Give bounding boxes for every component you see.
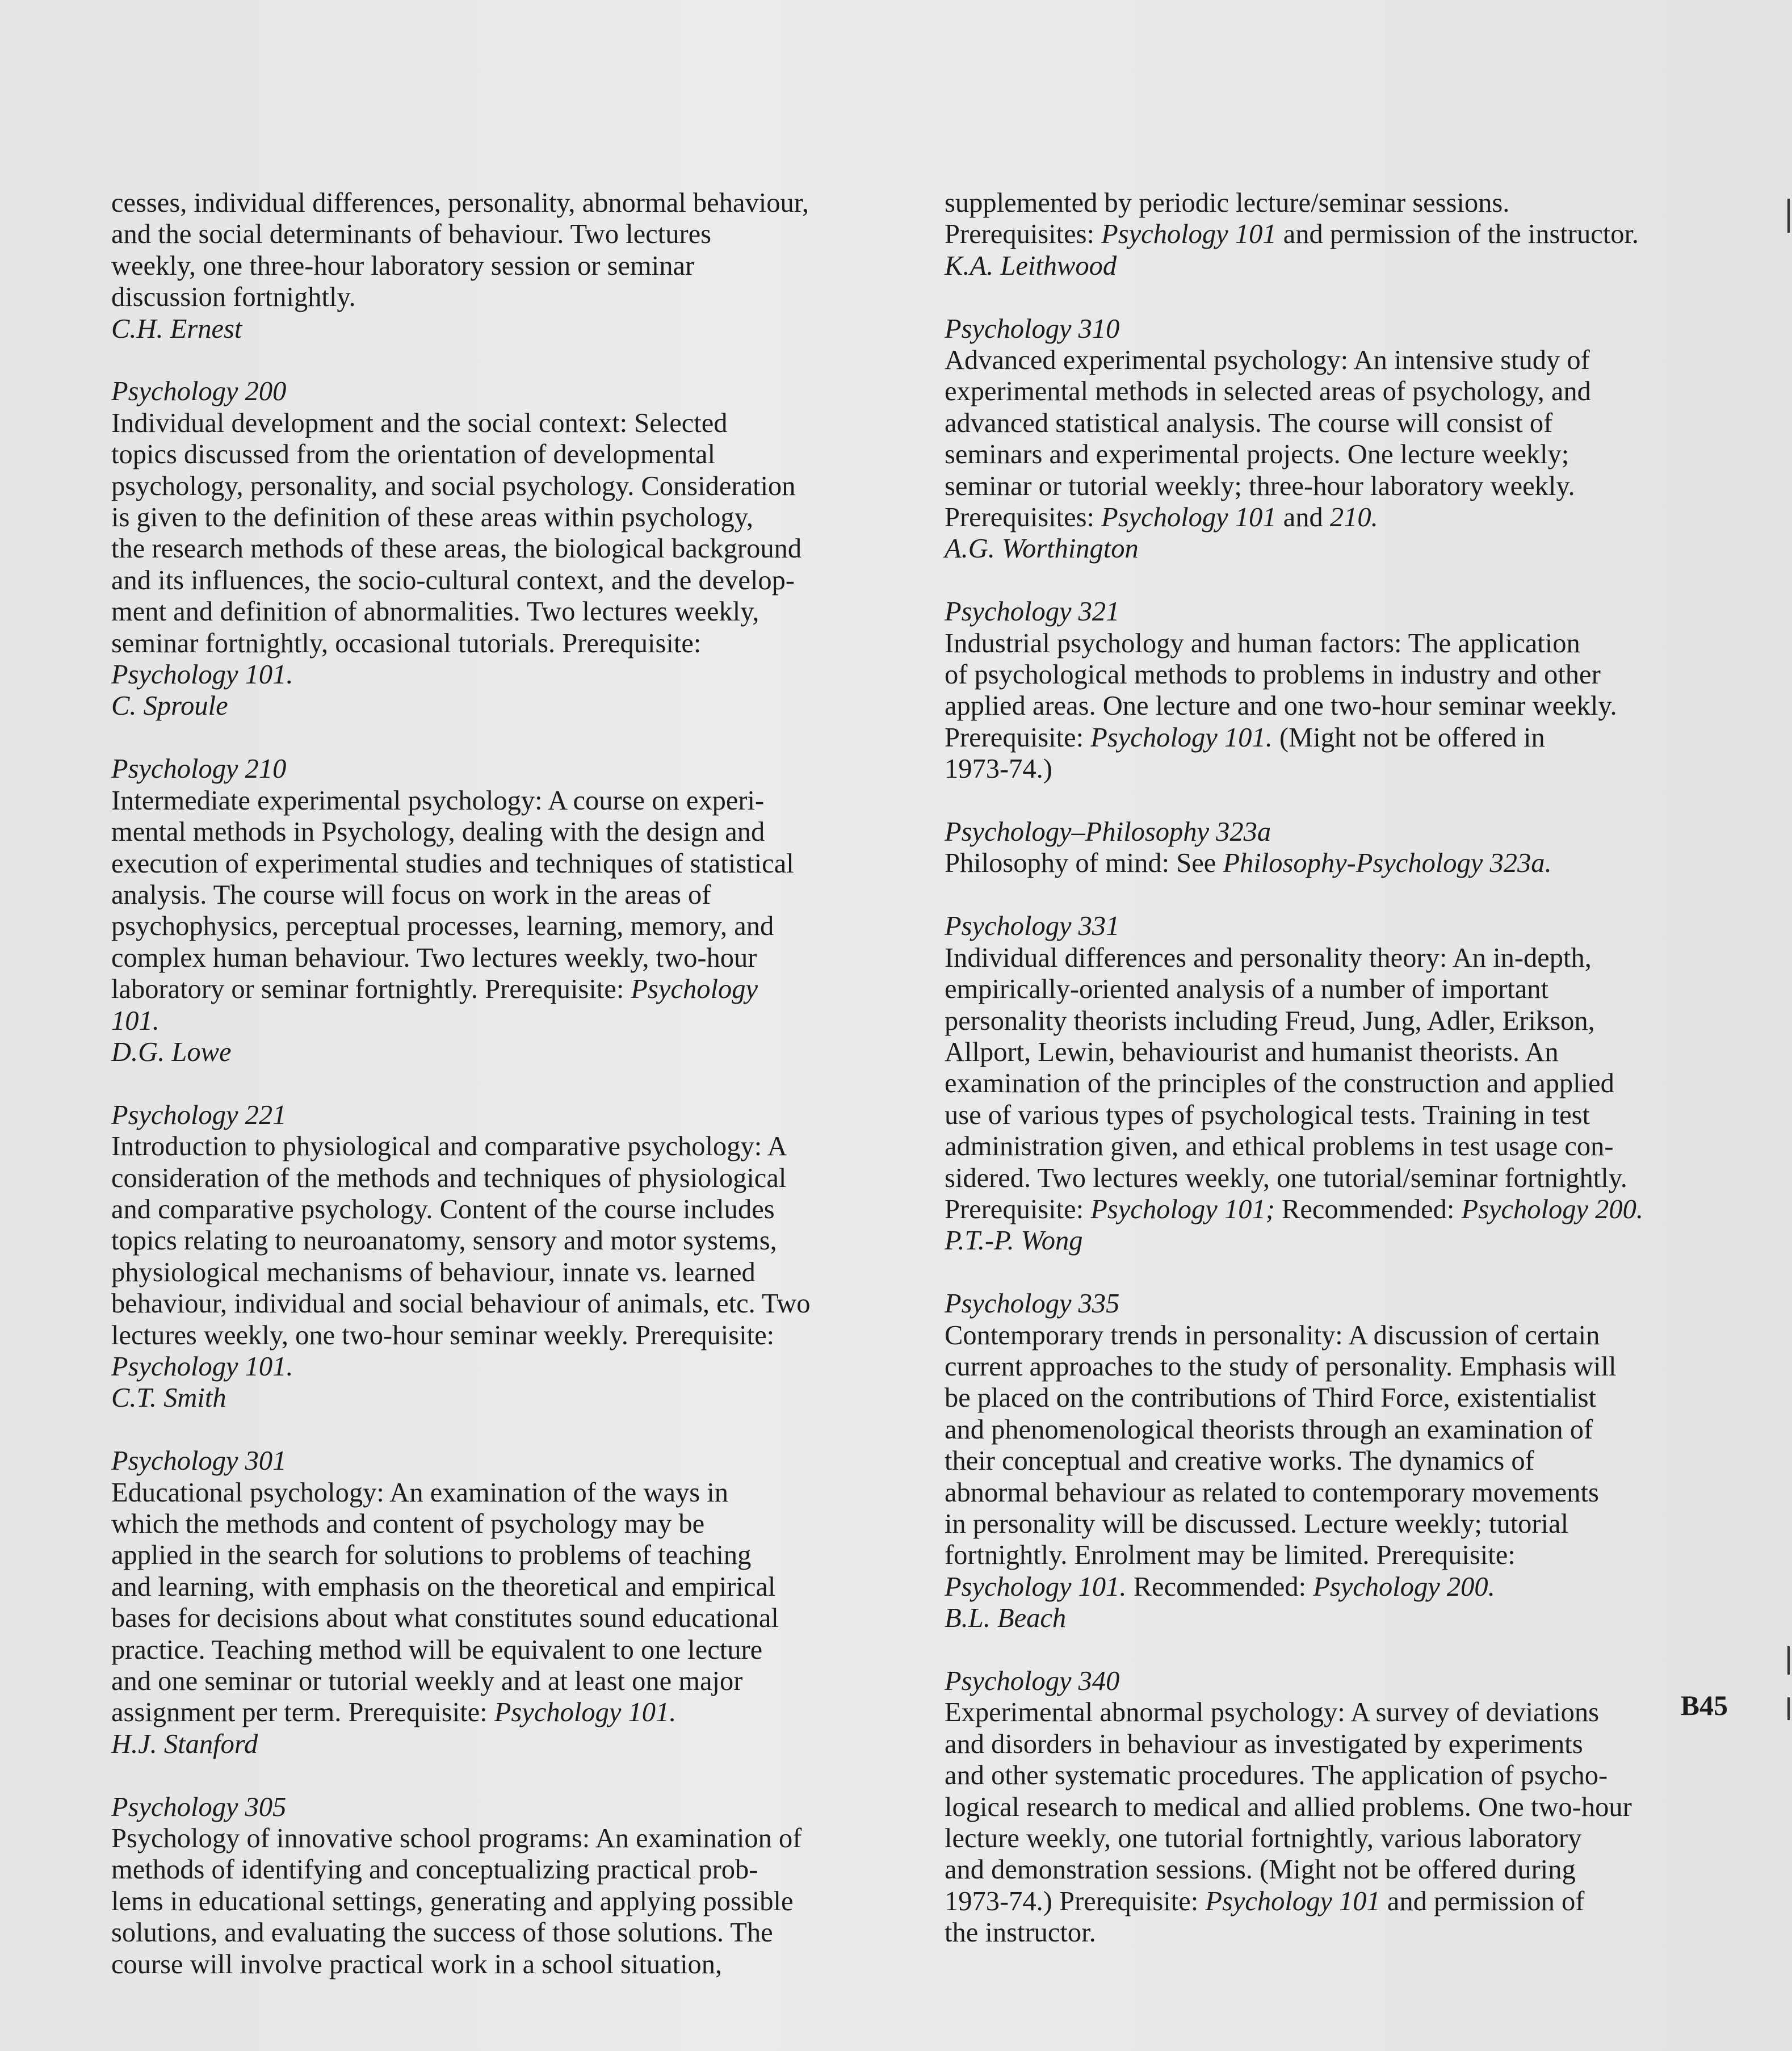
text-span: sidered. Two lectures weekly, one tutorial/seminar fortnightly. bbox=[945, 1163, 1627, 1193]
italic-span: Psychology 101. bbox=[1090, 722, 1273, 753]
paragraph-gap bbox=[945, 1257, 1751, 1288]
text-span: Contemporary trends in personality: A discussion of certain bbox=[945, 1320, 1600, 1350]
text-line bbox=[945, 848, 1751, 879]
text-line bbox=[945, 690, 1751, 722]
text-span: supplemented by periodic lecture/seminar sessions. bbox=[945, 188, 1510, 218]
text-span: topics relating to neuroanatomy, sensory and motor systems, bbox=[111, 1226, 777, 1256]
text-span: H.J. Stanford bbox=[111, 1729, 258, 1759]
text-span: Educational psychology: An examination of the ways in bbox=[111, 1477, 728, 1508]
text-span: cesses, individual differences, personality, abnormal behaviour, bbox=[111, 188, 809, 218]
text-line bbox=[945, 1697, 1751, 1728]
text-line bbox=[945, 1917, 1751, 1948]
italic-span: Psychology 101. bbox=[494, 1697, 677, 1728]
text-line bbox=[111, 1257, 906, 1288]
italic-line bbox=[111, 376, 906, 407]
text-span: is given to the definition of these areas within psychology, bbox=[111, 502, 753, 533]
text-span: psychology, personality, and social psychology. Consideration bbox=[111, 471, 796, 501]
text-span: C. Sproule bbox=[111, 691, 228, 722]
text-span: D.G. Lowe bbox=[111, 1037, 232, 1067]
text-line bbox=[111, 1949, 906, 1980]
italic-span: Psychology 200. bbox=[1313, 1571, 1495, 1602]
text-span: seminars and experimental projects. One lecture weekly; bbox=[945, 439, 1569, 470]
text-span: P.T.-P. Wong bbox=[945, 1226, 1083, 1256]
italic-line bbox=[945, 911, 1751, 942]
paragraph-gap bbox=[111, 345, 906, 376]
text-span: topics discussed from the orientation of developmental bbox=[111, 439, 716, 470]
text-span: and demonstration sessions. (Might not be offered during bbox=[945, 1855, 1576, 1885]
paragraph-gap bbox=[945, 565, 1751, 596]
text-span: ment and definition of abnormalities. Two lectures weekly, bbox=[111, 597, 759, 627]
text-span: C.T. Smith bbox=[111, 1383, 226, 1414]
text-span: Psychology–Philosophy 323a bbox=[945, 817, 1271, 848]
text-line bbox=[945, 1760, 1751, 1791]
edge-mark bbox=[1787, 1697, 1790, 1720]
italic-line bbox=[111, 659, 906, 690]
italic-span: Psychology 101; bbox=[1090, 1194, 1275, 1224]
text-line bbox=[945, 1508, 1751, 1540]
text-line bbox=[111, 879, 906, 911]
text-span: fortnightly. Enrolment may be limited. Prerequisite: bbox=[945, 1540, 1516, 1571]
text-span: Psychology 305 bbox=[111, 1792, 287, 1822]
italic-line bbox=[945, 1225, 1751, 1256]
text-line bbox=[111, 1194, 906, 1225]
left-column bbox=[111, 187, 906, 1980]
text-span: Allport, Lewin, behaviourist and humanist theorists. An bbox=[945, 1037, 1559, 1067]
text-span: Individual differences and personality theory: An in-depth, bbox=[945, 942, 1592, 973]
text-line bbox=[945, 1729, 1751, 1760]
italic-span: Psychology bbox=[631, 974, 758, 1005]
paragraph-gap bbox=[945, 879, 1751, 911]
text-line bbox=[945, 471, 1751, 502]
text-line bbox=[945, 1005, 1751, 1037]
text-line bbox=[945, 1068, 1751, 1099]
text-span: Prerequisite: bbox=[945, 1194, 1091, 1224]
text-span: Intermediate experimental psychology: A course on experi- bbox=[111, 785, 765, 816]
italic-span: 210. bbox=[1329, 502, 1378, 533]
page-number: B45 bbox=[1680, 1689, 1728, 1721]
text-span: complex human behaviour. Two lectures weekly, two-hour bbox=[111, 942, 757, 973]
italic-line bbox=[111, 1792, 906, 1823]
text-line bbox=[945, 408, 1751, 439]
text-span: the research methods of these areas, the biological background bbox=[111, 534, 802, 564]
edge-mark bbox=[1787, 199, 1790, 233]
text-span: discussion fortnightly. bbox=[111, 282, 356, 313]
text-span: lems in educational settings, generating and applying possible bbox=[111, 1886, 794, 1916]
text-span: and phenomenological theorists through an examination of bbox=[945, 1414, 1593, 1445]
text-span: execution of experimental studies and techniques of statistical bbox=[111, 848, 794, 879]
text-span: course will involve practical work in a school situation, bbox=[111, 1949, 723, 1979]
text-span: applied in the search for solutions to problems of teaching bbox=[111, 1540, 752, 1571]
text-line bbox=[111, 1320, 906, 1351]
text-line bbox=[945, 753, 1751, 785]
text-span: weekly, one three-hour laboratory session or seminar bbox=[111, 250, 695, 281]
text-span: Philosophy of mind: See bbox=[945, 848, 1223, 879]
text-span: seminar or tutorial weekly; three-hour laboratory weekly. bbox=[945, 471, 1575, 501]
italic-span: Psychology 200. bbox=[1461, 1194, 1644, 1224]
text-span: Experimental abnormal psychology: A survey of deviations bbox=[945, 1697, 1599, 1728]
text-line bbox=[111, 628, 906, 659]
text-line bbox=[111, 533, 906, 564]
text-line bbox=[111, 439, 906, 470]
italic-line bbox=[111, 313, 906, 345]
text-line bbox=[945, 1445, 1751, 1477]
text-line bbox=[111, 1131, 906, 1162]
text-span: in personality will be discussed. Lecture weekly; tutorial bbox=[945, 1508, 1569, 1539]
text-line bbox=[111, 1540, 906, 1571]
text-line bbox=[945, 376, 1751, 407]
text-line bbox=[945, 219, 1751, 250]
paragraph-gap bbox=[111, 1760, 906, 1791]
text-span: Psychology 221 bbox=[111, 1100, 287, 1130]
italic-line bbox=[111, 1729, 906, 1760]
text-span: consideration of the methods and techniques of physiological bbox=[111, 1163, 787, 1193]
text-span: and one seminar or tutorial weekly and at least one major bbox=[111, 1666, 743, 1697]
text-span: analysis. The course will focus on work in the areas of bbox=[111, 879, 711, 910]
text-line bbox=[945, 722, 1751, 753]
text-line bbox=[945, 502, 1751, 533]
text-line bbox=[945, 1194, 1751, 1225]
text-span: Psychology 101. bbox=[111, 660, 293, 690]
text-span: Psychology 101. bbox=[111, 1351, 293, 1382]
text-line bbox=[945, 1163, 1751, 1194]
text-span: (Might not be offered in bbox=[1272, 722, 1545, 753]
text-span: solutions, and evaluating the success of those solutions. The bbox=[111, 1918, 773, 1948]
italic-span: Psychology 101. bbox=[945, 1571, 1127, 1602]
text-span: experimental methods in selected areas of psychology, and bbox=[945, 376, 1591, 407]
text-span: laboratory or seminar fortnightly. Prerequisite: bbox=[111, 974, 631, 1005]
text-line bbox=[945, 345, 1751, 376]
text-line bbox=[945, 1320, 1751, 1351]
text-line bbox=[945, 1100, 1751, 1131]
italic-line bbox=[945, 1288, 1751, 1319]
text-span: practice. Teaching method will be equivalent to one lecture bbox=[111, 1634, 763, 1665]
text-span: assignment per term. Prerequisite: bbox=[111, 1697, 494, 1728]
text-line bbox=[945, 1382, 1751, 1414]
text-span: empirically-oriented analysis of a number of important bbox=[945, 974, 1548, 1005]
italic-span: Philosophy-Psychology 323a. bbox=[1223, 848, 1552, 879]
text-line bbox=[111, 848, 906, 879]
text-line bbox=[111, 1917, 906, 1948]
text-span: current approaches to the study of personality. Emphasis will bbox=[945, 1351, 1617, 1382]
text-line bbox=[111, 1288, 906, 1319]
text-span: and the social determinants of behaviour. Two lectures bbox=[111, 219, 712, 250]
text-span: behaviour, individual and social behaviour of animals, etc. Two bbox=[111, 1289, 811, 1319]
text-span: advanced statistical analysis. The course will consist of bbox=[945, 408, 1553, 438]
italic-line bbox=[945, 533, 1751, 564]
text-line bbox=[111, 219, 906, 250]
text-line bbox=[945, 1540, 1751, 1571]
text-line bbox=[945, 974, 1751, 1005]
text-line bbox=[111, 250, 906, 282]
italic-line bbox=[945, 1666, 1751, 1697]
text-span: Recommended: bbox=[1126, 1571, 1313, 1602]
text-span: and learning, with emphasis on the theoretical and empirical bbox=[111, 1571, 776, 1602]
text-span: 101. bbox=[111, 1005, 160, 1036]
text-line bbox=[945, 1037, 1751, 1068]
text-span: and other systematic procedures. The application of psycho- bbox=[945, 1760, 1608, 1791]
text-line bbox=[945, 1477, 1751, 1508]
text-line bbox=[111, 911, 906, 942]
text-span: and its influences, the socio-cultural context, and the develop- bbox=[111, 565, 795, 595]
text-line bbox=[111, 1634, 906, 1666]
text-span: Psychology 331 bbox=[945, 911, 1120, 942]
text-span: 1973-74.) bbox=[945, 754, 1052, 785]
text-line bbox=[111, 1854, 906, 1885]
text-line bbox=[945, 1823, 1751, 1854]
paragraph-gap bbox=[945, 785, 1751, 816]
text-line bbox=[945, 439, 1751, 470]
text-span: Psychology 335 bbox=[945, 1289, 1120, 1319]
text-line bbox=[111, 596, 906, 627]
text-line bbox=[111, 1163, 906, 1194]
italic-line bbox=[945, 313, 1751, 345]
paragraph-gap bbox=[111, 1414, 906, 1445]
text-line bbox=[945, 1351, 1751, 1382]
text-span: their conceptual and creative works. The dynamics of bbox=[945, 1446, 1534, 1477]
text-line bbox=[111, 816, 906, 848]
edge-mark bbox=[1787, 1646, 1790, 1675]
text-span: lectures weekly, one two-hour seminar weekly. Prerequisite: bbox=[111, 1320, 775, 1350]
text-line bbox=[111, 942, 906, 974]
right-column bbox=[945, 187, 1751, 1949]
italic-line bbox=[111, 753, 906, 785]
text-line bbox=[111, 565, 906, 596]
text-span: which the methods and content of psychology may be bbox=[111, 1509, 705, 1539]
text-line bbox=[111, 974, 906, 1005]
text-span: Prerequisites: bbox=[945, 502, 1102, 533]
italic-line bbox=[111, 1445, 906, 1477]
text-span: and bbox=[1276, 502, 1330, 533]
paragraph-gap bbox=[111, 722, 906, 753]
text-line bbox=[945, 1414, 1751, 1445]
text-span: mental methods in Psychology, dealing with the design and bbox=[111, 817, 765, 848]
text-line bbox=[111, 1823, 906, 1854]
text-line bbox=[111, 408, 906, 439]
text-line bbox=[945, 1886, 1751, 1917]
text-span: use of various types of psychological tests. Training in test bbox=[945, 1100, 1590, 1130]
text-line bbox=[111, 502, 906, 533]
text-span: Individual development and the social context: Selected bbox=[111, 408, 728, 438]
text-span: methods of identifying and conceptualizing practical prob- bbox=[111, 1855, 758, 1885]
text-line bbox=[111, 1886, 906, 1917]
text-span: Recommended: bbox=[1274, 1194, 1462, 1224]
italic-line bbox=[111, 1005, 906, 1037]
text-span: physiological mechanisms of behaviour, innate vs. learned bbox=[111, 1257, 756, 1287]
text-span: Psychology 200 bbox=[111, 376, 287, 407]
text-line bbox=[945, 1131, 1751, 1162]
text-line bbox=[945, 1571, 1751, 1603]
text-span: of psychological methods to problems in industry and other bbox=[945, 660, 1601, 690]
italic-line bbox=[111, 1351, 906, 1382]
text-span: personality theorists including Freud, Jung, Adler, Erikson, bbox=[945, 1005, 1595, 1036]
text-span: Advanced experimental psychology: An intensive study of bbox=[945, 345, 1590, 376]
paragraph-gap bbox=[945, 282, 1751, 313]
italic-span: Psychology 101 bbox=[1101, 502, 1277, 533]
text-span: and disorders in behaviour as investigated by experiments bbox=[945, 1729, 1583, 1759]
text-span: and permission of bbox=[1380, 1886, 1585, 1916]
text-span: psychophysics, perceptual processes, learning, memory, and bbox=[111, 911, 774, 942]
text-line bbox=[111, 1603, 906, 1634]
text-span: B.L. Beach bbox=[945, 1603, 1067, 1634]
text-line bbox=[111, 785, 906, 816]
text-span: C.H. Ernest bbox=[111, 313, 242, 344]
text-span: applied areas. One lecture and one two-hour seminar weekly. bbox=[945, 691, 1617, 722]
text-span: Prerequisite: bbox=[945, 722, 1091, 753]
text-span: Industrial psychology and human factors: The application bbox=[945, 628, 1580, 658]
text-span: K.A. Leithwood bbox=[945, 250, 1117, 281]
text-span: Psychology of innovative school programs: An examination of bbox=[111, 1823, 802, 1854]
text-span: Psychology 301 bbox=[111, 1446, 287, 1477]
text-span: Introduction to physiological and comparative psychology: A bbox=[111, 1131, 787, 1162]
italic-line bbox=[945, 250, 1751, 282]
italic-line bbox=[111, 1382, 906, 1414]
text-line bbox=[111, 1697, 906, 1728]
text-span: abnormal behaviour as related to contemporary movements bbox=[945, 1477, 1599, 1508]
text-line bbox=[945, 659, 1751, 690]
text-span: and permission of the instructor. bbox=[1276, 219, 1639, 250]
italic-line bbox=[111, 690, 906, 722]
text-line bbox=[111, 471, 906, 502]
italic-line bbox=[945, 1603, 1751, 1634]
text-line bbox=[945, 1854, 1751, 1885]
text-span: lecture weekly, one tutorial fortnightly, various laboratory bbox=[945, 1823, 1582, 1854]
text-span: 1973-74.) Prerequisite: bbox=[945, 1886, 1206, 1916]
text-span: administration given, and ethical problems in test usage con- bbox=[945, 1131, 1614, 1162]
text-line bbox=[111, 1508, 906, 1540]
text-span: and comparative psychology. Content of the course includes bbox=[111, 1194, 775, 1224]
italic-line bbox=[111, 1037, 906, 1068]
paragraph-gap bbox=[945, 1634, 1751, 1666]
text-span: examination of the principles of the construction and applied bbox=[945, 1068, 1614, 1099]
italic-line bbox=[945, 596, 1751, 627]
text-line bbox=[111, 282, 906, 313]
italic-line bbox=[945, 816, 1751, 848]
italic-span: Psychology 101 bbox=[1101, 219, 1277, 250]
italic-span: Psychology 101 bbox=[1205, 1886, 1380, 1916]
text-span: seminar fortnightly, occasional tutorials. Prerequisite: bbox=[111, 628, 702, 658]
text-span: Psychology 210 bbox=[111, 754, 287, 785]
paragraph-gap bbox=[111, 1068, 906, 1099]
text-line bbox=[111, 1225, 906, 1256]
text-span: bases for decisions about what constitutes sound educational bbox=[111, 1603, 779, 1634]
italic-line bbox=[111, 1100, 906, 1131]
text-span: Psychology 340 bbox=[945, 1666, 1120, 1696]
text-line bbox=[111, 1571, 906, 1603]
text-span: Prerequisites: bbox=[945, 219, 1102, 250]
text-span: Psychology 321 bbox=[945, 597, 1120, 627]
text-span: Psychology 310 bbox=[945, 313, 1120, 344]
text-line bbox=[945, 187, 1751, 219]
text-span: logical research to medical and allied problems. One two-hour bbox=[945, 1792, 1632, 1822]
text-line bbox=[945, 1792, 1751, 1823]
text-line bbox=[945, 942, 1751, 974]
text-line bbox=[945, 628, 1751, 659]
text-span: A.G. Worthington bbox=[945, 534, 1139, 564]
text-span: the instructor. bbox=[945, 1918, 1096, 1948]
text-line bbox=[111, 187, 906, 219]
text-line bbox=[111, 1666, 906, 1697]
text-span: be placed on the contributions of Third Force, existentialist bbox=[945, 1383, 1597, 1414]
text-line bbox=[111, 1477, 906, 1508]
